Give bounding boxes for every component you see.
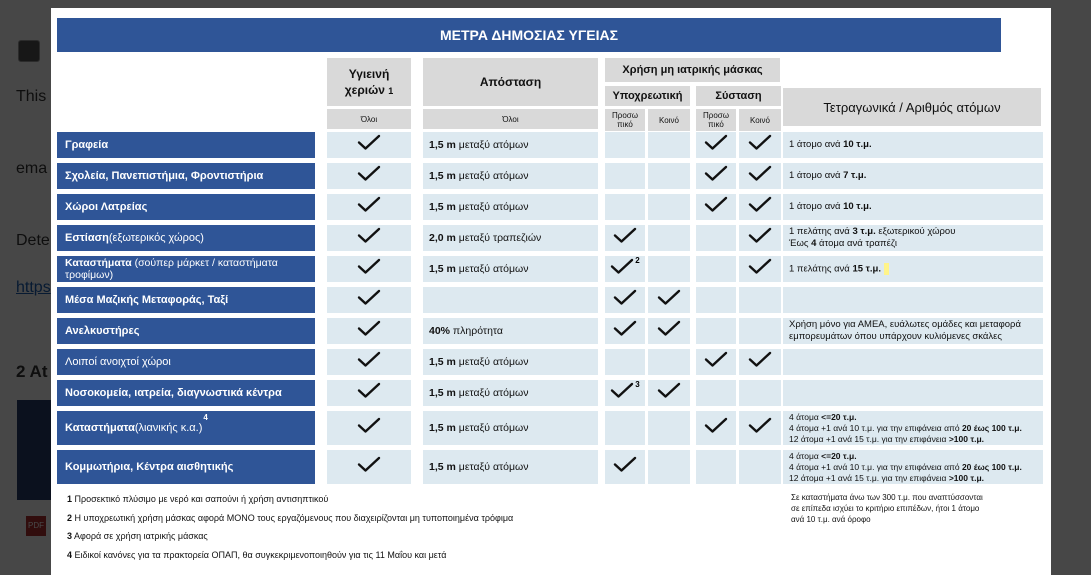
distance-cell: 1,5 m μεταξύ ατόμων — [423, 194, 598, 220]
row-label: Σχολεία, Πανεπιστήμια, Φροντιστήρια — [57, 163, 315, 189]
recommended-staff-cell — [696, 287, 736, 313]
check-icon — [357, 351, 381, 373]
mandatory-public-cell — [648, 287, 690, 313]
check-icon — [357, 456, 381, 478]
subheader-staff-mandatory — [605, 109, 645, 131]
area-cell — [783, 132, 1043, 158]
distance-cell: 1,5 m μεταξύ ατόμων — [423, 132, 598, 158]
check-icon — [357, 258, 381, 280]
area-line: 1 άτομο ανά 7 τ.μ. — [789, 170, 867, 181]
area-line: 1 πελάτης ανά 3 τ.μ. εξωτερικού χώρου — [789, 226, 956, 237]
row-label: Ανελκυστήρες — [57, 318, 315, 344]
staff-label-1: Προσω — [612, 111, 638, 120]
subheader-public-mandatory: Κοινό — [648, 109, 690, 131]
recommended-staff-cell — [696, 132, 736, 158]
recommended-staff-cell — [696, 163, 736, 189]
footnote-mark: 3 — [635, 380, 640, 389]
check-icon — [748, 258, 772, 280]
distance-cell: 1,5 m μεταξύ ατόμων — [423, 256, 598, 282]
hygiene-cell — [327, 163, 411, 189]
hygiene-cell — [327, 256, 411, 282]
check-icon — [704, 196, 728, 218]
recommended-staff-cell — [696, 349, 736, 375]
header-mandatory: Υποχρεωτική — [605, 86, 690, 106]
check-icon — [704, 165, 728, 187]
recommended-staff-cell — [696, 318, 736, 344]
area-footnote-line-2: σε επίπεδα ισχύει το κριτήριο επιπέδων, ήτοι 1 άτομο — [791, 504, 980, 513]
check-icon — [657, 382, 681, 404]
row-label: Κομμωτήρια, Κέντρα αισθητικής — [57, 450, 315, 484]
mandatory-staff-cell — [605, 132, 645, 158]
check-icon — [613, 289, 637, 311]
header-hygiene-label: Υγιεινή χεριών — [344, 66, 390, 97]
check-icon — [613, 320, 637, 342]
check-icon — [657, 320, 681, 342]
area-cell — [783, 194, 1043, 220]
recommended-public-cell — [739, 450, 781, 484]
check-icon — [704, 134, 728, 156]
footnote-2 — [67, 513, 513, 523]
image-modal — [51, 8, 1051, 575]
staff-label-2: πικό — [617, 120, 633, 129]
recommended-public-cell — [739, 411, 781, 445]
mandatory-public-cell — [648, 318, 690, 344]
area-line: 4 άτομα +1 ανά 10 τ.μ. για την επιφάνεια από 20 έως 100 τ.μ. — [789, 461, 1022, 472]
recommended-staff-cell — [696, 380, 736, 406]
recommended-public-cell — [739, 163, 781, 189]
area-footnote-line-3: ανά 10 τ.μ. ανά όροφο — [791, 515, 871, 524]
recommended-public-cell — [739, 318, 781, 344]
header-area: Τετραγωνικά / Αριθμός ατόμων — [783, 88, 1041, 126]
header-hygiene — [327, 58, 411, 106]
check-icon — [357, 227, 381, 249]
check-icon — [357, 165, 381, 187]
check-icon — [610, 382, 634, 404]
recommended-staff-cell — [696, 225, 736, 251]
page-title: ΜΕΤΡΑ ΔΗΜΟΣΙΑΣ ΥΓΕΙΑΣ — [57, 18, 1001, 52]
hygiene-cell — [327, 194, 411, 220]
distance-cell: 40% πληρότητα — [423, 318, 598, 344]
check-icon — [748, 417, 772, 439]
check-icon — [613, 227, 637, 249]
check-icon — [748, 165, 772, 187]
footnote-4-text: Ειδικοί κανόνες για τα πρακτορεία ΟΠΑΠ, θα συγκεκριμενοποιηθούν για τις 11 Μαΐου και μετά — [72, 550, 447, 560]
mandatory-public-cell — [648, 411, 690, 445]
check-icon — [613, 456, 637, 478]
recommended-public-cell — [739, 380, 781, 406]
area-cell — [783, 411, 1043, 445]
hygiene-cell — [327, 411, 411, 445]
highlight-mark — [884, 263, 889, 275]
distance-cell: 1,5 m μεταξύ ατόμων — [423, 380, 598, 406]
subheader-all-hygiene: Όλοι — [327, 109, 411, 129]
hygiene-cell — [327, 380, 411, 406]
mandatory-public-cell — [648, 380, 690, 406]
footnote-3-text: Αφορά σε χρήση ιατρικής μάσκας — [72, 531, 208, 541]
check-icon — [357, 134, 381, 156]
area-footnote-line-1: Σε καταστήματα άνω των 300 τ.μ. που αναπτύσσονται — [791, 493, 983, 502]
mandatory-staff-cell — [605, 318, 645, 344]
footnote-4 — [67, 550, 446, 560]
distance-cell — [423, 287, 598, 313]
mandatory-staff-cell — [605, 450, 645, 484]
area-line: 12 άτομα +1 ανά 15 τ.μ. για την επιφάνεια >100 τ.μ. — [789, 472, 985, 483]
area-line: 1 άτομο ανά 10 τ.μ. — [789, 139, 872, 150]
distance-cell: 2,0 m μεταξύ τραπεζιών — [423, 225, 598, 251]
check-icon — [748, 227, 772, 249]
footnote-2-text: Η υποχρεωτική χρήση μάσκας αφορά ΜΟΝΟ τους εργαζόμενους που διαχειρίζονται μη τυποποιημένα τρόφιμα — [72, 513, 514, 523]
area-footnote — [791, 492, 1031, 525]
area-line: 1 άτομο ανά 10 τ.μ. — [789, 201, 872, 212]
row-label: Νοσοκομεία, ιατρεία, διαγνωστικά κέντρα — [57, 380, 315, 406]
area-line: εμπορευμάτων όπου υπάρχουν κυλιόμενες σκάλες — [789, 331, 1002, 342]
mandatory-public-cell — [648, 194, 690, 220]
area-line: Χρήση μόνο για ΑΜΕΑ, ευάλωτες ομάδες και μεταφορά — [789, 319, 1021, 330]
mandatory-public-cell — [648, 256, 690, 282]
check-icon — [357, 417, 381, 439]
header-distance: Απόσταση — [423, 58, 598, 106]
staff-label-3: Προσω — [703, 111, 729, 120]
mandatory-public-cell — [648, 349, 690, 375]
hygiene-cell — [327, 450, 411, 484]
check-icon — [357, 320, 381, 342]
subheader-public-recommended: Κοινό — [739, 109, 781, 131]
mandatory-staff-cell — [605, 380, 645, 406]
row-label: Γραφεία — [57, 132, 315, 158]
check-icon — [357, 289, 381, 311]
area-line: 1 πελάτης ανά 15 τ.μ. — [789, 263, 1043, 276]
area-cell — [783, 225, 1043, 251]
row-label: Μέσα Μαζικής Μεταφοράς, Ταξί — [57, 287, 315, 313]
hygiene-cell — [327, 349, 411, 375]
row-label: Λοιποί ανοιχτοί χώροι — [57, 349, 315, 375]
distance-cell: 1,5 m μεταξύ ατόμων — [423, 349, 598, 375]
area-cell — [783, 380, 1043, 406]
subheader-staff-recommended — [696, 109, 736, 131]
check-icon — [610, 258, 634, 280]
mandatory-staff-cell — [605, 163, 645, 189]
recommended-staff-cell — [696, 450, 736, 484]
recommended-staff-cell — [696, 411, 736, 445]
footnote-3 — [67, 531, 208, 541]
area-cell — [783, 318, 1043, 344]
area-line: 4 άτομα <=20 τ.μ. — [789, 450, 857, 461]
recommended-public-cell — [739, 349, 781, 375]
area-cell — [783, 256, 1043, 282]
recommended-public-cell — [739, 256, 781, 282]
staff-label-4: πικό — [708, 120, 724, 129]
check-icon — [748, 134, 772, 156]
area-line: 12 άτομα +1 ανά 15 τ.μ. για την επιφάνεια >100 τ.μ. — [789, 433, 985, 444]
area-line: 4 άτομα <=20 τ.μ. — [789, 411, 857, 422]
mandatory-staff-cell — [605, 411, 645, 445]
row-label: Εστίαση (εξωτερικός χώρος) — [57, 225, 315, 251]
area-line: Έως 4 άτομα ανά τραπέζι — [789, 238, 897, 249]
footnote-3-num: 3 — [67, 531, 73, 541]
header-mask: Χρήση μη ιατρικής μάσκας — [605, 58, 780, 82]
header-recommended: Σύσταση — [696, 86, 781, 106]
hygiene-cell — [327, 287, 411, 313]
mandatory-staff-cell — [605, 287, 645, 313]
footnote-1 — [67, 494, 328, 504]
mandatory-staff-cell — [605, 194, 645, 220]
distance-cell: 1,5 m μεταξύ ατόμων — [423, 411, 598, 445]
mandatory-public-cell — [648, 132, 690, 158]
footnote-1-text: Προσεκτικό πλύσιμο με νερό και σαπούνι ή χρήση αντισηπτικού — [72, 494, 329, 504]
area-cell — [783, 349, 1043, 375]
distance-cell: 1,5 m μεταξύ ατόμων — [423, 450, 598, 484]
footnote-2-num: 2 — [67, 513, 73, 523]
recommended-staff-cell — [696, 194, 736, 220]
check-icon — [748, 351, 772, 373]
recommended-public-cell — [739, 194, 781, 220]
area-cell — [783, 287, 1043, 313]
footnote-mark: 2 — [635, 256, 640, 265]
row-label: Καταστήματα (λιανικής κ.α.) 4 — [57, 411, 315, 445]
distance-cell: 1,5 m μεταξύ ατόμων — [423, 163, 598, 189]
mandatory-public-cell — [648, 163, 690, 189]
subheader-all-distance: Όλοι — [423, 109, 598, 129]
area-cell — [783, 450, 1043, 484]
recommended-public-cell — [739, 132, 781, 158]
header-hygiene-sup: 1 — [388, 85, 394, 96]
area-line: 4 άτομα +1 ανά 10 τ.μ. για την επιφάνεια από 20 έως 100 τ.μ. — [789, 422, 1022, 433]
check-icon — [357, 382, 381, 404]
check-icon — [748, 196, 772, 218]
hygiene-cell — [327, 225, 411, 251]
check-icon — [704, 417, 728, 439]
row-label: Καταστήματα (σούπερ μάρκετ / καταστήματα τροφίμων) — [57, 256, 315, 282]
recommended-public-cell — [739, 225, 781, 251]
check-icon — [704, 351, 728, 373]
mandatory-public-cell — [648, 450, 690, 484]
area-cell — [783, 163, 1043, 189]
mandatory-public-cell — [648, 225, 690, 251]
recommended-staff-cell — [696, 256, 736, 282]
recommended-public-cell — [739, 287, 781, 313]
mandatory-staff-cell — [605, 349, 645, 375]
hygiene-cell — [327, 318, 411, 344]
mandatory-staff-cell — [605, 256, 645, 282]
footnote-4-num: 4 — [67, 550, 73, 560]
mandatory-staff-cell — [605, 225, 645, 251]
row-label: Χώροι Λατρείας — [57, 194, 315, 220]
footnote-1-num: 1 — [67, 494, 73, 504]
hygiene-cell — [327, 132, 411, 158]
check-icon — [657, 289, 681, 311]
check-icon — [357, 196, 381, 218]
